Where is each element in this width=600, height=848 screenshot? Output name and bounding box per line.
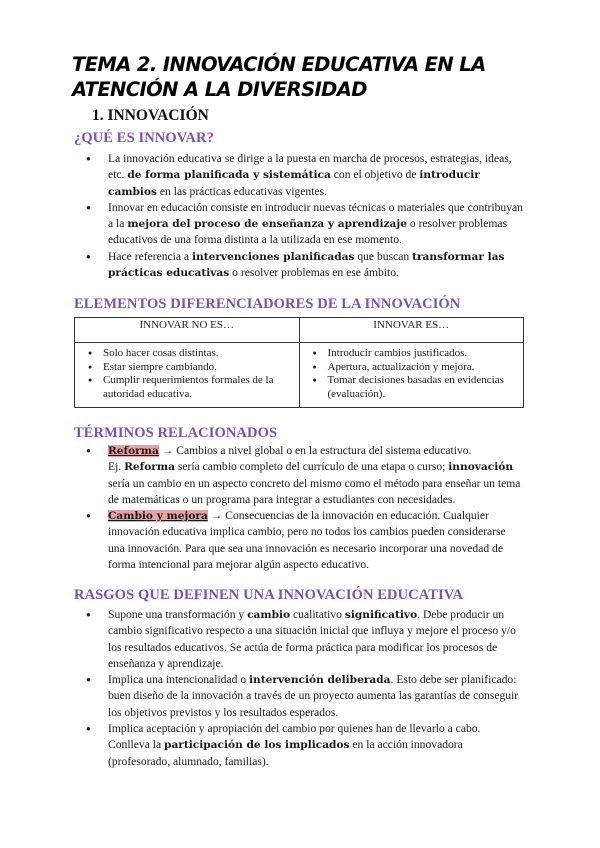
title-line-2: ATENCIÓN A LA DIVERSIDAD — [72, 78, 367, 101]
rasgo-bullet-1: ● Supone una transformación y cambio cualitativo significativo. Debe producir un cambio significativo respecto a una situación inicial que influya y mejore el proceso y/o los resultados educativos. Se actúa de forma práctica para modificar los procesos de enseñanza y aprendizaje. — [84, 607, 524, 672]
title-line-1: TEMA 2. INNOVACIÓN EDUCATIVA EN LA — [72, 53, 486, 76]
list-item: ● Tomar decisiones basadas en evidencias (evaluación). — [304, 374, 520, 401]
term-reforma-label: Reforma — [108, 445, 159, 457]
terminos-list — [84, 443, 524, 573]
term-cambio-label: Cambio y mejora — [108, 510, 208, 523]
section-heading: 1. INNOVACIÓN — [92, 107, 209, 124]
list-item: ● Apertura, actualización y mejora. — [304, 361, 520, 375]
heading-terminos: TÉRMINOS RELACIONADOS — [74, 425, 278, 441]
reforma-example: Ej. Reforma sería cambio completo del currículo de una etapa o curso; innovación sería un cambio en un aspecto concreto del mismo como el método para enseñar un tema de matemáticas o un programa para integrar a estudiantes con necesidades. — [108, 460, 521, 506]
table-header-es: INNOVAR ES… — [299, 318, 524, 343]
page-title — [72, 52, 542, 102]
table-header-no-es: INNOVAR NO ES… — [75, 318, 300, 343]
list-item: ● Estar siempre cambiando. — [79, 361, 295, 375]
innovar-bullet-3: ● Hace referencia a intervenciones planificadas que buscan transformar las prácticas educativas o resolver problemas en ese ámbito. — [84, 249, 524, 282]
list-item: ● Introducir cambios justificados. — [304, 347, 520, 361]
innovar-list — [84, 151, 524, 281]
termino-reforma: ● Reforma → Cambios a nivel global o en la estructura del sistema educativo. Ej. Reforma sería cambio completo del currículo de una etapa o curso; innovación sería un cambio en un aspecto concreto del mismo como el método para enseñar un tema de matemáticas o un programa para integrar a estudiantes con necesidades. — [84, 443, 524, 508]
innovar-bullet-1: ● La innovación educativa se dirige a la puesta en marcha de procesos, estrategias, ideas, etc. de forma planificada y sistemática con el objetivo de introducir cambios en las prácticas educativas vigentes. — [84, 151, 524, 200]
termino-cambio-mejora: ● Cambio y mejora → Consecuencias de la innovación en educación. Cualquier innovación educativa implica cambio, pero no todos los cambios pueden considerarse una innovación. Para que sea una innovación es necesario incorporar una novedad de forma intencional para mejorar algún aspecto educativo. — [84, 508, 524, 573]
heading-rasgos: RASGOS QUE DEFINEN UNA INNOVACIÓN EDUCATIVA — [74, 587, 464, 603]
rasgos-list — [84, 607, 524, 770]
rasgo-bullet-2: ● Implica una intencionalidad o intervención deliberada. Esto debe ser planificado: buen diseño de la innovación a través de un proyecto aumenta las garantías de conseguir los objetivos previstos y los resultados esperados. — [84, 672, 524, 721]
table-cell-es — [299, 343, 524, 408]
innovar-bullet-2: ● Innovar en educación consiste en introducir nuevas técnicas o materiales que contribuyan a la mejora del proceso de enseñanza y aprendizaje o resolver problemas educativos de una forma distinta a la utilizada en ese momento. — [84, 200, 524, 249]
table-cell-no-es — [75, 343, 300, 408]
comparison-table — [74, 317, 524, 408]
list-item: ● Solo hacer cosas distintas. — [79, 347, 295, 361]
heading-que-es-innovar: ¿QUÉ ES INNOVAR? — [74, 130, 214, 146]
heading-elementos: ELEMENTOS DIFERENCIADORES DE LA INNOVACIÓN — [74, 296, 461, 312]
list-item: ● Cumplir requerimientos formales de la autoridad educativa. — [79, 374, 295, 401]
rasgo-bullet-3: ● Implica aceptación y apropiación del cambio por quienes han de llevarlo a cabo. Conlleva la participación de los implicados en la acción innovadora (profesorado, alumnado, familias). — [84, 721, 524, 770]
